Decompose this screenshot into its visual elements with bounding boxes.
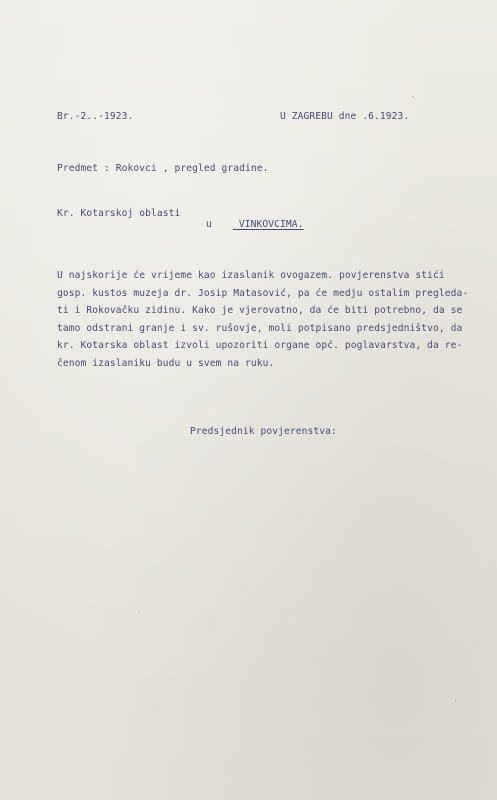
recipient-city: _VINKOVCIMA. (233, 219, 304, 230)
body-line: gosp. kustos muzeja dr. Josip Matasović, pa će medju ostalim pregleda- (57, 287, 469, 299)
body-line: čenom izaslaniku budu u svem na ruku. (57, 357, 275, 369)
paper-speck (412, 96, 414, 98)
body-line: ti i Rokovačku zidinu. Kako je vjerovatno, da će biti potrebno, da se (57, 305, 463, 317)
paper-speck (455, 700, 456, 702)
body-line: tamo odstrani granje i sv. rušovje, moli potpisano predsjedništvo, da (57, 322, 463, 334)
body-line: kr. Kotarska oblast izvoli upozoriti organe opć. poglavarstva, da re- (57, 340, 463, 352)
paper-speck (138, 612, 140, 613)
letter-body (57, 267, 477, 373)
signature-closing: Predsjednik povjerenstva: (190, 426, 337, 437)
recipient-preposition: u (206, 219, 212, 230)
place-and-date: U ZAGREBU dne .6.1923. (280, 111, 410, 122)
reference-number: Br.-2..-1923. (57, 111, 134, 122)
recipient-line: Kr. Kotarskoj oblasti (57, 208, 181, 219)
subject-line: Predmet : Rokovci , pregled gradine. (57, 163, 269, 174)
body-line: U najskorije će vrijeme kao izaslanik ovogazem. povjerenstva stići (57, 270, 445, 281)
